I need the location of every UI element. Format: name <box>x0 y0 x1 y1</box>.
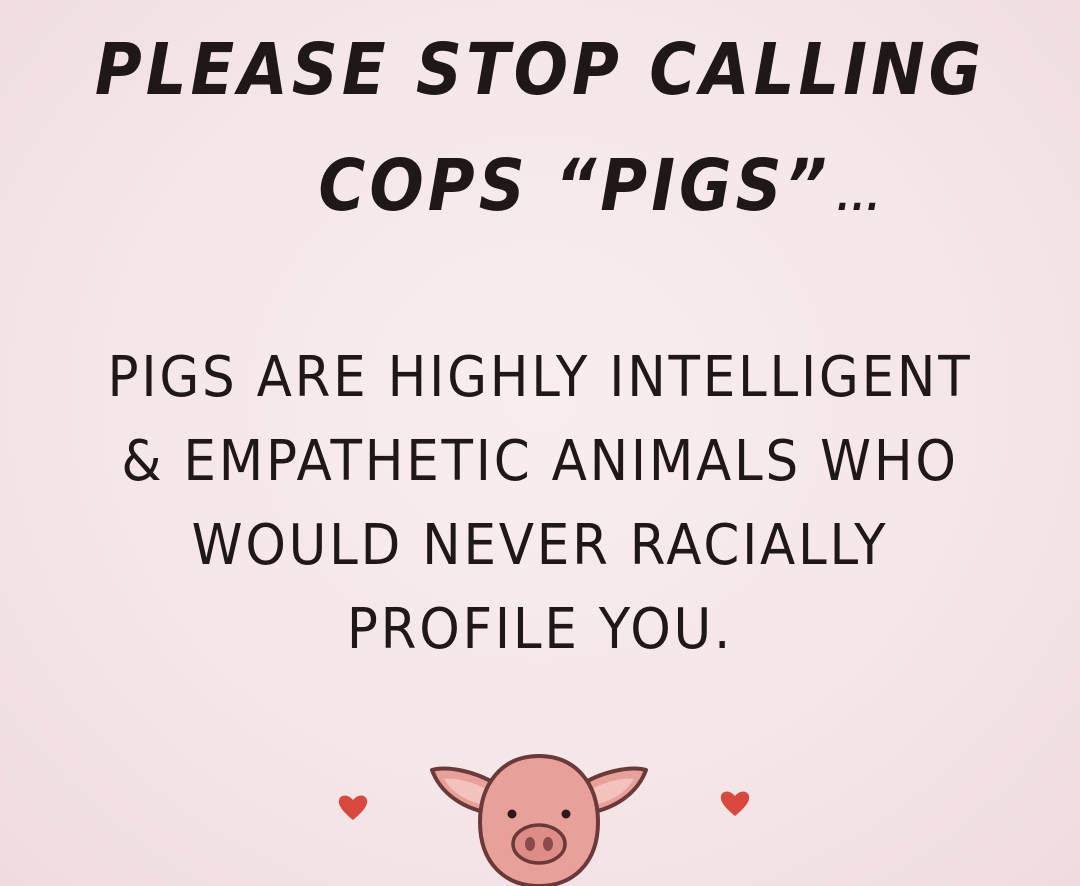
pig-face-icon <box>426 748 652 886</box>
headline-line-2-text: COPS “PIGS” <box>318 145 831 229</box>
body-line-4: PROFILE YOU. <box>346 597 734 662</box>
heart-icon <box>718 788 752 818</box>
body-line-2: & EMPATHETIC ANIMALS WHO <box>121 429 959 494</box>
body-line-3: WOULD NEVER RACIALLY <box>191 513 889 578</box>
body-line-1: PIGS ARE HIGHLY INTELLIGENT <box>107 345 973 410</box>
heart-icon <box>336 792 370 822</box>
headline <box>0 12 1080 256</box>
body-text <box>43 336 1037 672</box>
headline-ellipsis: ... <box>836 175 882 221</box>
headline-line-2 <box>0 128 1080 256</box>
headline-line-1: PLEASE STOP CALLING <box>94 28 986 112</box>
